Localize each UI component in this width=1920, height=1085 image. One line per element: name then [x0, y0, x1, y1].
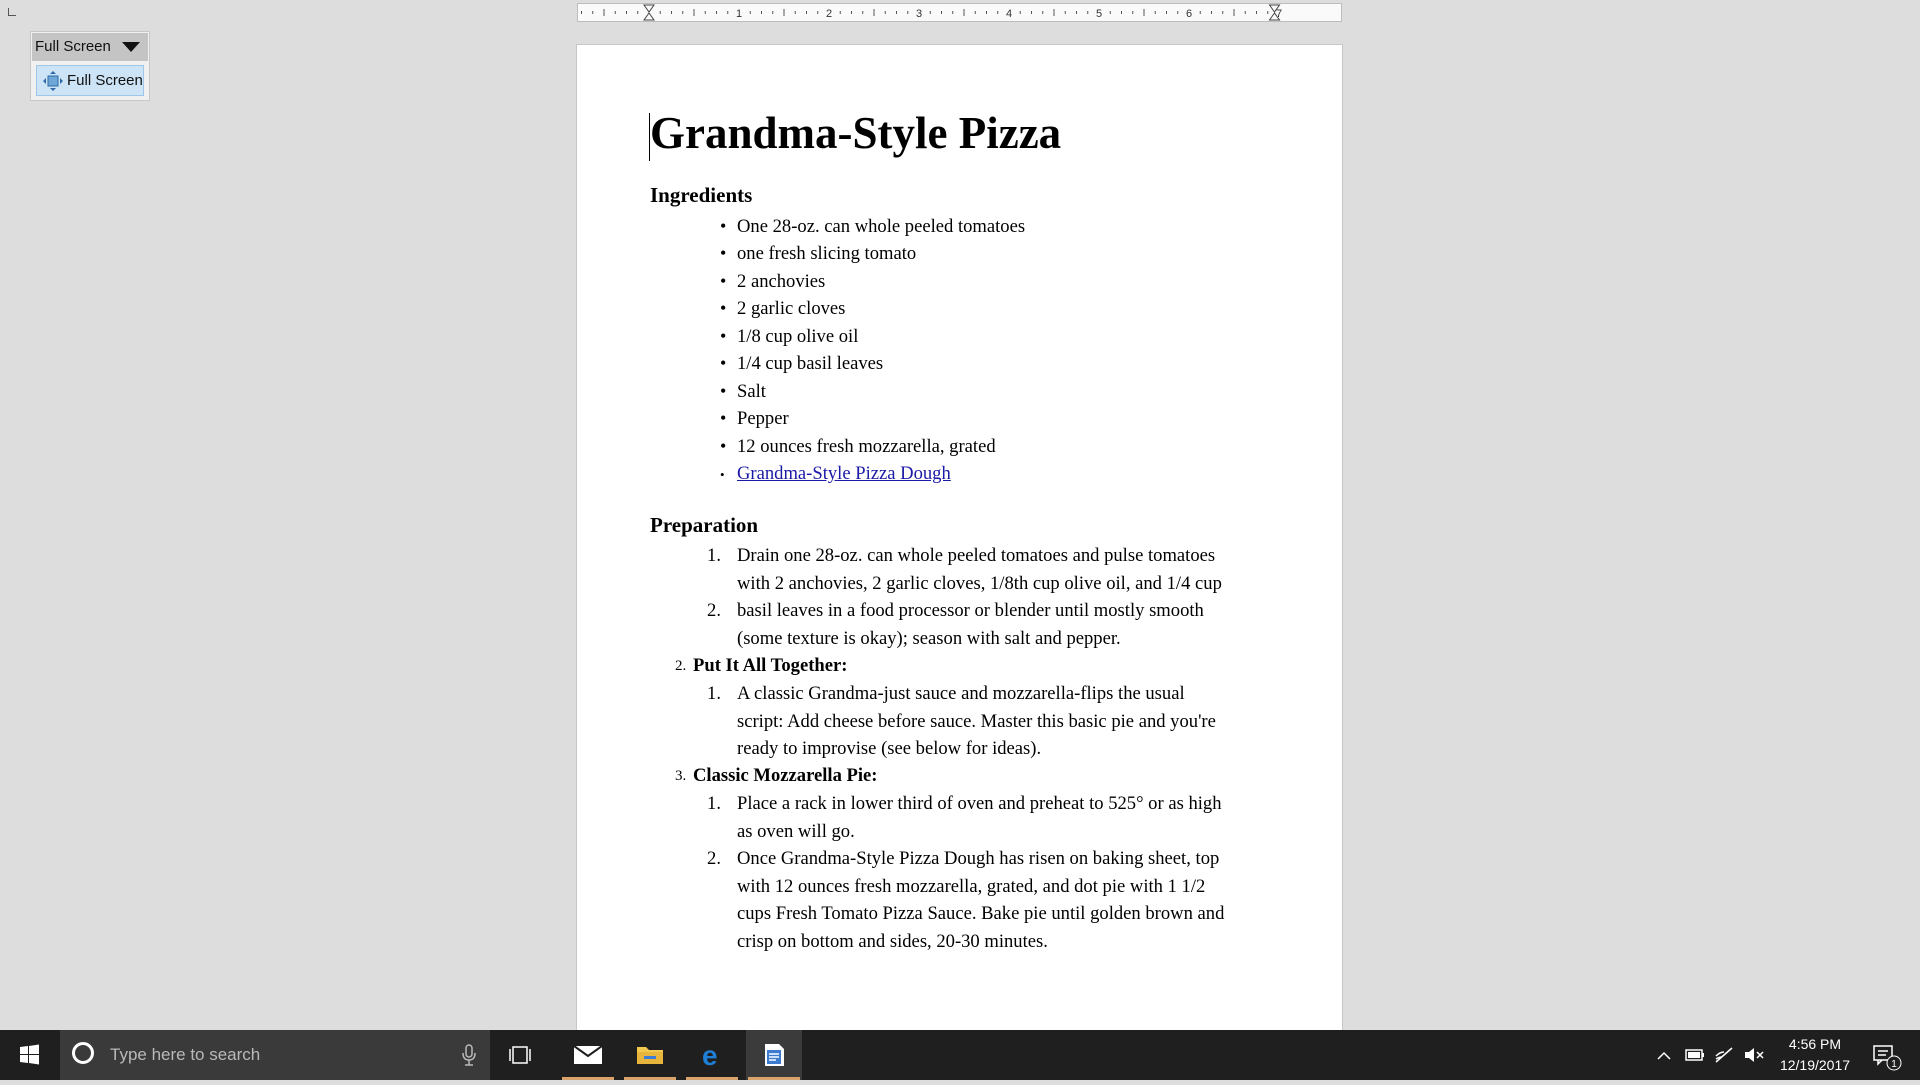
step-number: 2.	[707, 600, 721, 621]
list-item: 2 garlic cloves	[737, 298, 846, 319]
toolbar-title-bar[interactable]	[32, 33, 148, 61]
file-explorer-icon	[622, 1030, 678, 1080]
dropdown-arrow-icon[interactable]	[122, 42, 140, 52]
section-number: 3.	[675, 768, 687, 784]
bullet: •	[720, 381, 727, 401]
bullet: •	[720, 436, 727, 456]
bullet: •	[720, 271, 727, 291]
search-placeholder: Type here to search	[110, 1045, 261, 1064]
bullet: •	[720, 326, 727, 346]
clock-time: 4:56 PM	[1788, 1036, 1842, 1052]
list-item: one fresh slicing tomato	[737, 243, 917, 264]
ruler-number: 7	[1275, 8, 1283, 20]
section-title: Put It All Together:	[693, 655, 848, 676]
cortana-icon	[72, 1042, 94, 1064]
bullet: •	[720, 216, 727, 236]
edge-icon	[684, 1030, 740, 1080]
full-screen-button-label: Full Screen	[67, 72, 143, 89]
start-button[interactable]	[0, 1030, 60, 1080]
taskbar-search-box[interactable]	[60, 1030, 490, 1080]
step-text-line: A classic Grandma-just sauce and mozzarella-flips the usual	[737, 683, 1185, 704]
list-item: 1/4 cup basil leaves	[737, 353, 884, 374]
windows-logo-icon	[0, 1030, 60, 1080]
step-number: 1.	[707, 793, 721, 814]
ruler-number: 2	[825, 8, 833, 20]
list-item: Pepper	[737, 408, 789, 429]
ruler-scale	[578, 4, 1341, 21]
task-view-icon	[496, 1030, 544, 1080]
list-item: 1/8 cup olive oil	[737, 326, 859, 347]
full-screen-toolbar	[30, 31, 150, 101]
file-explorer-button[interactable]	[622, 1030, 678, 1080]
ingredients-heading: Ingredients	[650, 183, 753, 207]
document-title: Grandma-Style Pizza	[650, 108, 1062, 158]
notification-count: 1	[1891, 1059, 1897, 1070]
svg-text:e: e	[702, 1040, 718, 1071]
step-text-line: ready to improvise (see below for ideas).	[737, 738, 1042, 759]
pizza-dough-link[interactable]: Grandma-Style Pizza Dough	[737, 463, 951, 484]
list-item: 2 anchovies	[737, 271, 826, 292]
document-page[interactable]	[576, 44, 1343, 1034]
bullet: •	[720, 243, 727, 263]
corner-marker	[8, 8, 16, 16]
step-text-line: (some texture is okay); season with salt and pepper.	[737, 628, 1121, 649]
ruler-number: 5	[1095, 8, 1103, 20]
system-clock[interactable]	[1765, 1034, 1865, 1076]
step-text-line: as oven will go.	[737, 821, 855, 842]
step-text-line: Drain one 28-oz. can whole peeled tomatoes and pulse tomatoes	[737, 545, 1216, 566]
section-title: Classic Mozzarella Pie:	[693, 765, 878, 786]
mail-icon	[560, 1030, 616, 1080]
ruler-number: 4	[1005, 8, 1013, 20]
step-text-line: Place a rack in lower third of oven and preheat to 525° or as high	[737, 793, 1222, 814]
ruler-number: 6	[1185, 8, 1193, 20]
step-text-line: with 12 ounces fresh mozzarella, grated, and dot pie with 1 1/2	[737, 876, 1206, 897]
step-text-line: basil leaves in a food processor or blender until mostly smooth	[737, 600, 1204, 621]
show-hidden-icons-chevron-icon[interactable]	[1652, 1030, 1676, 1080]
step-text-line: crisp on bottom and sides, 20-30 minutes.	[737, 931, 1048, 952]
edge-browser-button[interactable]	[684, 1030, 740, 1080]
step-number: 2.	[707, 848, 721, 869]
toolbar-title: Full Screen	[35, 38, 111, 55]
wifi-icon[interactable]	[1712, 1030, 1738, 1080]
step-text-line: cups Fresh Tomato Pizza Sauce. Bake pie until golden brown and	[737, 903, 1225, 924]
mail-app-button[interactable]	[560, 1030, 616, 1080]
bullet: •	[720, 467, 725, 482]
list-item: 12 ounces fresh mozzarella, grated	[737, 436, 996, 457]
speaker-muted-icon[interactable]	[1742, 1030, 1766, 1080]
taskbar	[0, 1030, 1920, 1080]
full-screen-button[interactable]	[36, 65, 144, 96]
clock-date: 12/19/2017	[1779, 1057, 1851, 1073]
bullet: •	[720, 298, 727, 318]
horizontal-ruler[interactable]	[577, 3, 1342, 22]
bullet: •	[720, 408, 727, 428]
fullscreen-icon	[43, 71, 63, 91]
section-number: 2.	[675, 658, 687, 674]
step-number: 1.	[707, 683, 721, 704]
left-indent-marker[interactable]	[644, 5, 654, 20]
step-text-line: with 2 anchovies, 2 garlic cloves, 1/8th cup olive oil, and 1/4 cup	[737, 573, 1222, 594]
writer-app-button[interactable]	[746, 1030, 802, 1080]
list-item: One 28-oz. can whole peeled tomatoes	[737, 216, 1026, 237]
battery-icon[interactable]	[1682, 1030, 1708, 1080]
bullet: •	[720, 353, 727, 373]
ruler-number: 3	[915, 8, 923, 20]
action-center-icon[interactable]	[1866, 1030, 1906, 1080]
list-item: Salt	[737, 381, 766, 402]
ruler-number: 1	[735, 8, 743, 20]
step-number: 1.	[707, 545, 721, 566]
task-view-button[interactable]	[496, 1030, 544, 1080]
microphone-icon[interactable]	[462, 1044, 476, 1066]
step-text-line: script: Add cheese before sauce. Master this basic pie and you're	[737, 711, 1216, 732]
preparation-heading: Preparation	[650, 513, 759, 537]
step-text-line: Once Grandma-Style Pizza Dough has risen on baking sheet, top	[737, 848, 1220, 869]
writer-icon	[746, 1030, 802, 1080]
